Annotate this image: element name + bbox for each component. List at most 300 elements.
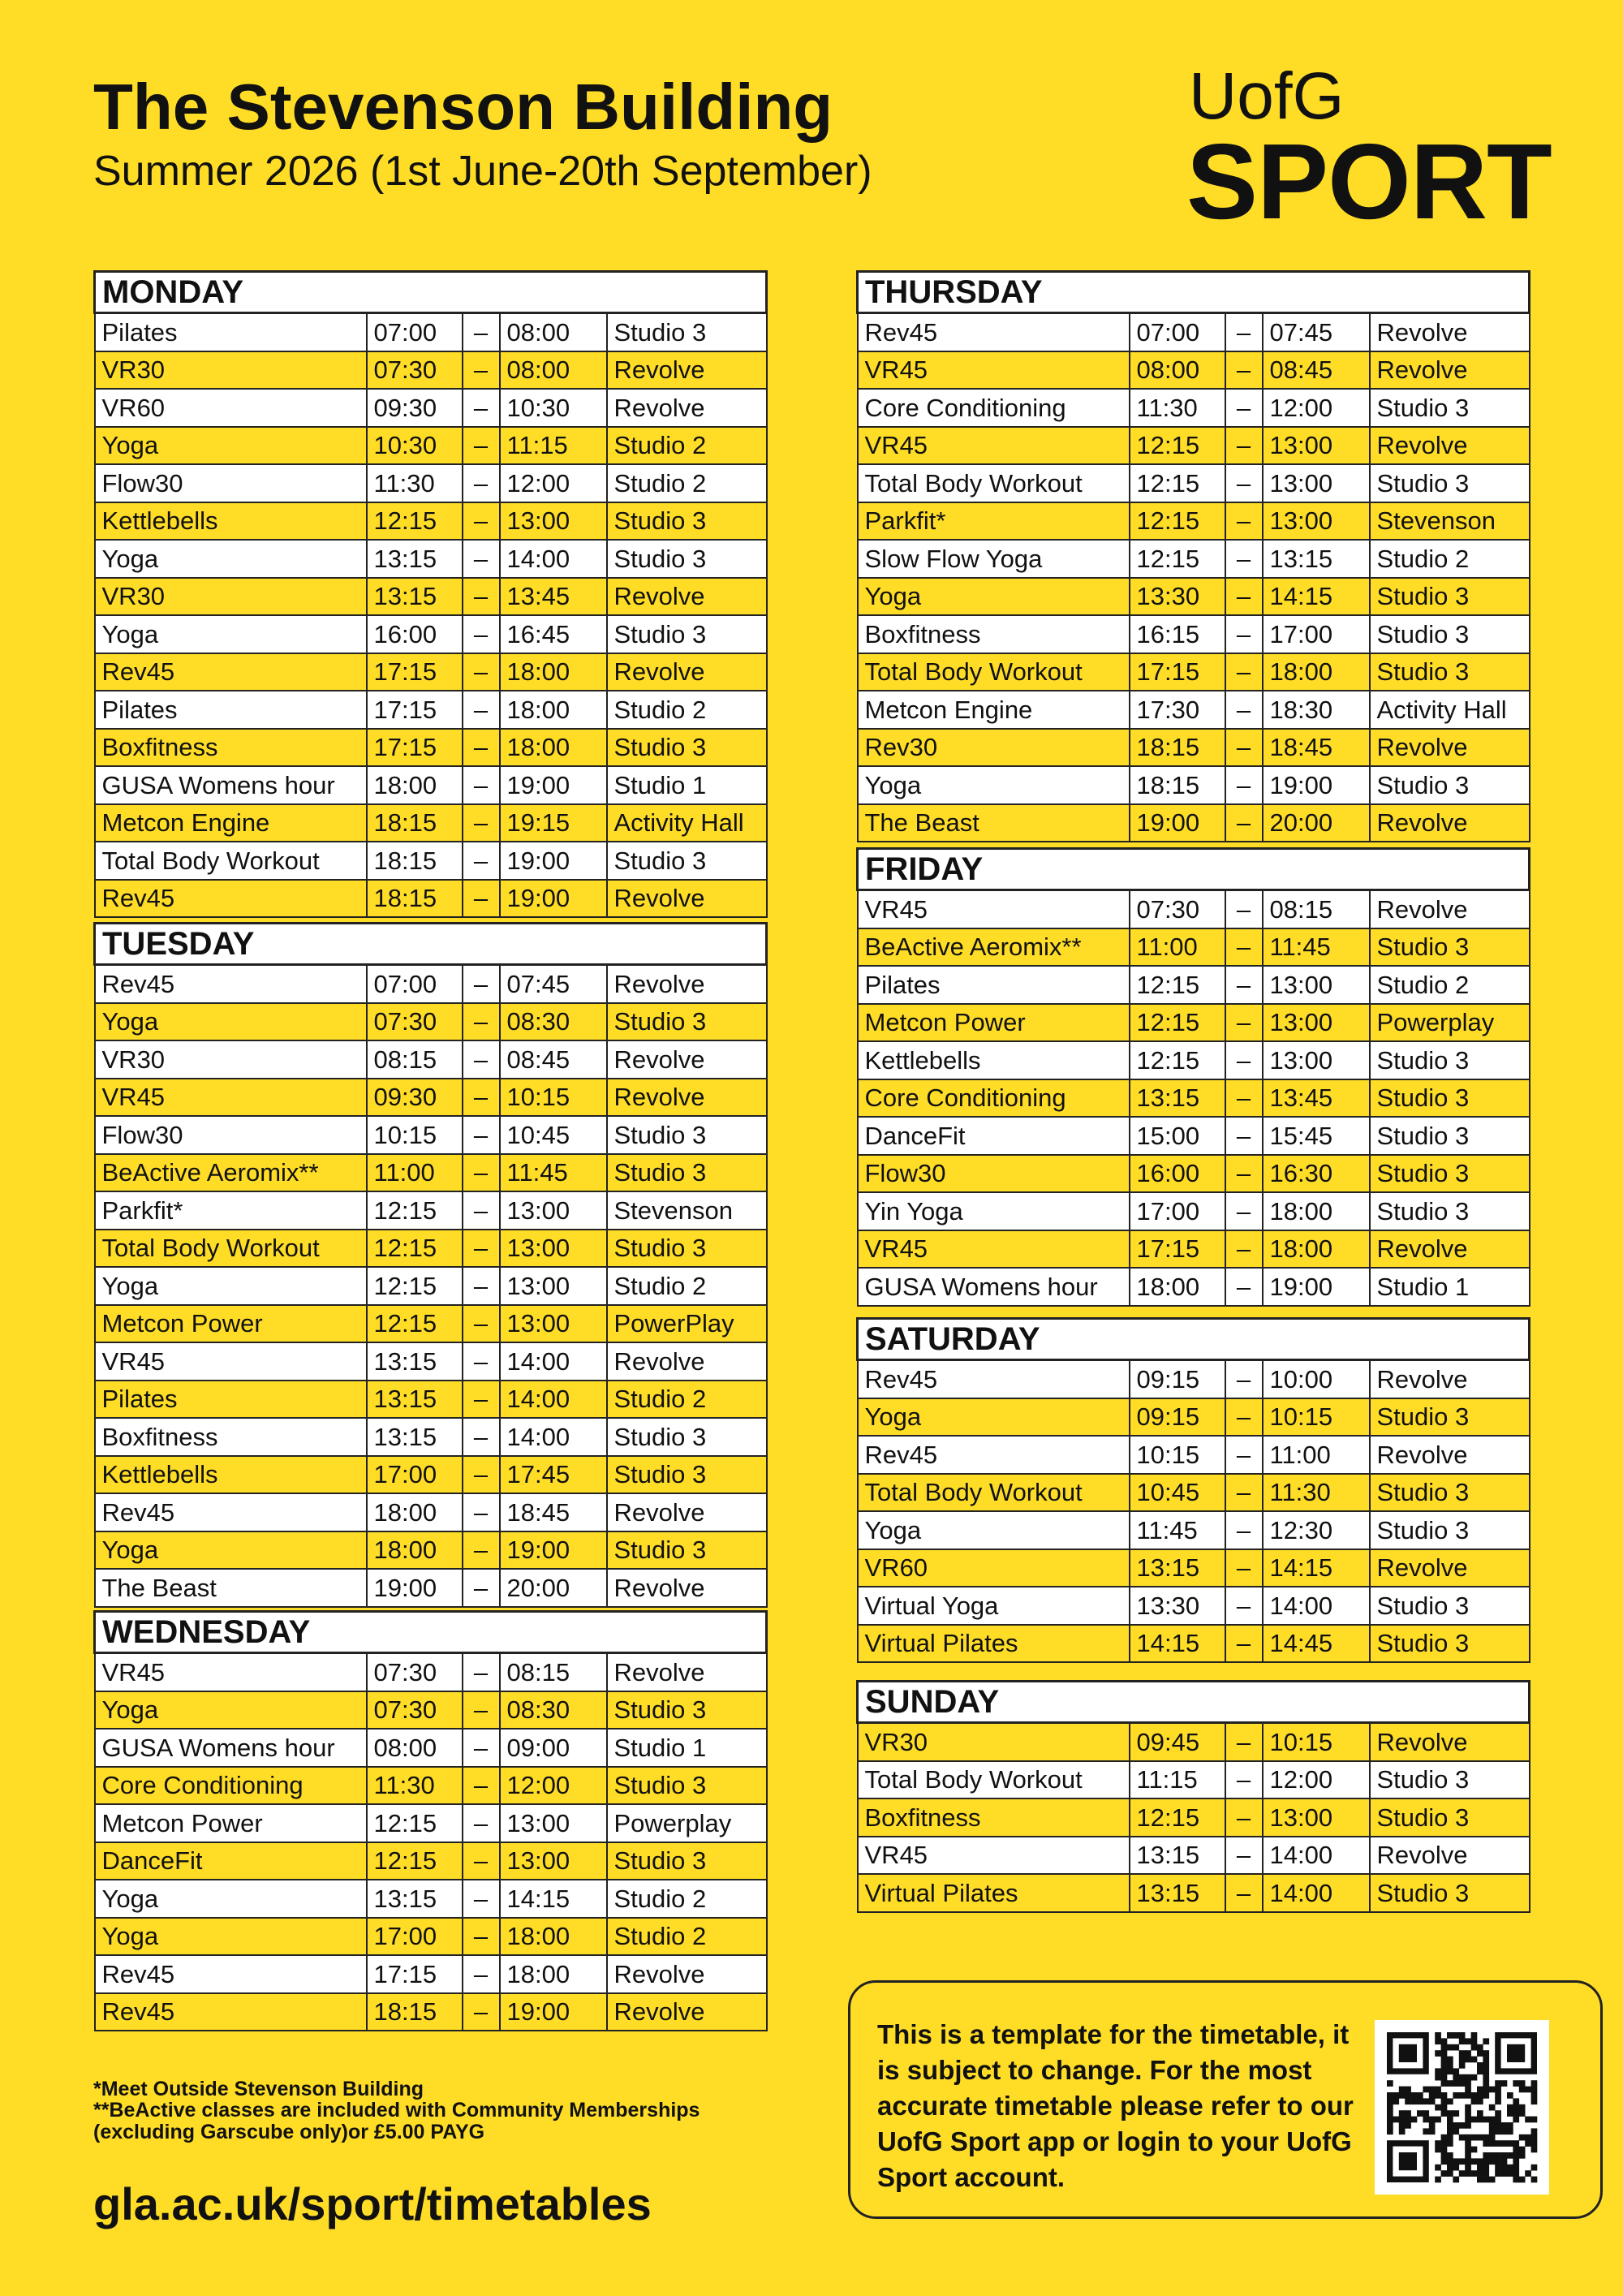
table-row [95, 1918, 767, 1956]
end-time: 14:15 [1263, 578, 1370, 616]
location: Revolve [607, 880, 767, 918]
location: Studio 1 [607, 766, 767, 804]
dash: – [463, 1918, 500, 1956]
class-name: GUSA Womens hour [95, 1729, 367, 1767]
class-name: Flow30 [95, 1116, 367, 1154]
class-name: DanceFit [858, 1117, 1130, 1155]
start-time: 11:00 [367, 1154, 463, 1192]
start-time: 17:00 [367, 1456, 463, 1494]
class-name: BeActive Aeromix** [858, 928, 1130, 967]
location: Studio 3 [607, 1767, 767, 1805]
dash: – [463, 1955, 500, 1993]
location: Revolve [607, 1569, 767, 1607]
footnotes [93, 2078, 700, 2143]
start-time: 14:15 [1130, 1625, 1225, 1663]
end-time: 19:00 [500, 766, 607, 804]
location: Studio 3 [607, 1154, 767, 1192]
dash: – [1225, 1837, 1263, 1875]
end-time: 14:15 [1263, 1549, 1370, 1587]
dash: – [463, 1804, 500, 1842]
start-time: 16:15 [1130, 615, 1225, 653]
class-name: Rev45 [95, 1993, 367, 2031]
start-time: 08:15 [367, 1040, 463, 1079]
start-time: 17:15 [1130, 653, 1225, 691]
dash: – [1225, 1625, 1263, 1663]
start-time: 17:15 [367, 653, 463, 691]
location: Studio 1 [1370, 1268, 1530, 1306]
location: Studio 3 [607, 1116, 767, 1154]
location: Revolve [1370, 1723, 1530, 1761]
dash: – [463, 1842, 500, 1880]
table-row [95, 880, 767, 918]
location: Revolve [1370, 890, 1530, 928]
table-row [95, 1079, 767, 1117]
dash: – [463, 351, 500, 390]
table-row [95, 1729, 767, 1767]
class-name: Yoga [858, 766, 1130, 804]
end-time: 08:45 [500, 1040, 607, 1079]
location: Studio 3 [607, 842, 767, 880]
location: Revolve [607, 653, 767, 691]
class-name: GUSA Womens hour [95, 766, 367, 804]
dash: – [1225, 1874, 1263, 1912]
footnote-beactive: **BeActive classes are included with Community Memberships [93, 2099, 700, 2122]
dash: – [1225, 691, 1263, 729]
end-time: 18:00 [1263, 653, 1370, 691]
class-name: VR45 [858, 1230, 1130, 1269]
dash: – [1225, 966, 1263, 1004]
dash: – [463, 389, 500, 427]
end-time: 19:00 [500, 880, 607, 918]
end-time: 08:00 [500, 313, 607, 351]
class-name: Flow30 [858, 1155, 1130, 1193]
day-header-saturday: SATURDAY [858, 1319, 1530, 1360]
timetables-url[interactable]: gla.ac.uk/sport/timetables [93, 2178, 652, 2229]
end-time: 18:00 [500, 653, 607, 691]
dash: – [1225, 1587, 1263, 1625]
end-time: 17:00 [1263, 615, 1370, 653]
class-name: Total Body Workout [95, 842, 367, 880]
dash: – [1225, 615, 1263, 653]
dash: – [1225, 502, 1263, 541]
table-row [858, 1436, 1530, 1474]
end-time: 11:45 [1263, 928, 1370, 967]
start-time: 08:00 [1130, 351, 1225, 390]
table-row [858, 890, 1530, 928]
table-row [95, 615, 767, 653]
class-name: Rev45 [858, 1360, 1130, 1398]
end-time: 13:00 [500, 502, 607, 541]
table-row [95, 1456, 767, 1494]
dash: – [1225, 1079, 1263, 1118]
table-row [95, 1880, 767, 1918]
class-name: Slow Flow Yoga [858, 540, 1130, 578]
class-name: Core Conditioning [858, 389, 1130, 427]
class-name: Rev45 [95, 880, 367, 918]
class-name: Total Body Workout [858, 1474, 1130, 1512]
table-row [858, 540, 1530, 578]
dash: – [1225, 729, 1263, 767]
start-time: 13:15 [1130, 1549, 1225, 1587]
start-time: 07:30 [367, 1691, 463, 1730]
start-time: 17:00 [367, 1918, 463, 1956]
dash: – [1225, 804, 1263, 842]
dash: – [1225, 313, 1263, 351]
start-time: 10:30 [367, 427, 463, 465]
class-name: GUSA Womens hour [858, 1268, 1130, 1306]
end-time: 18:00 [1263, 1230, 1370, 1269]
dash: – [1225, 1004, 1263, 1042]
dash: – [463, 1418, 500, 1456]
start-time: 07:30 [367, 351, 463, 390]
friday-table [856, 847, 1530, 1307]
table-row [95, 653, 767, 691]
table-row [858, 966, 1530, 1004]
day-header-tuesday: TUESDAY [95, 924, 767, 965]
start-time: 11:00 [1130, 928, 1225, 967]
start-time: 10:15 [367, 1116, 463, 1154]
location: Revolve [607, 1993, 767, 2031]
thursday-table [856, 270, 1530, 842]
end-time: 13:45 [500, 578, 607, 616]
start-time: 09:45 [1130, 1723, 1225, 1761]
class-name: VR30 [95, 578, 367, 616]
day-header-sunday: SUNDAY [858, 1682, 1530, 1723]
end-time: 18:45 [500, 1493, 607, 1531]
page-title: The Stevenson Building [93, 71, 833, 143]
location: Studio 2 [607, 1381, 767, 1419]
start-time: 17:15 [367, 729, 463, 767]
dash: – [463, 464, 500, 502]
start-time: 18:00 [367, 1531, 463, 1570]
table-row [95, 1955, 767, 1993]
table-row [858, 1587, 1530, 1625]
end-time: 15:45 [1263, 1117, 1370, 1155]
dash: – [463, 1653, 500, 1691]
table-row [95, 1003, 767, 1041]
table-row [858, 615, 1530, 653]
class-name: Flow30 [95, 464, 367, 502]
table-row [95, 464, 767, 502]
class-name: Pilates [95, 1381, 367, 1419]
dash: – [1225, 1041, 1263, 1079]
location: Revolve [607, 389, 767, 427]
start-time: 18:00 [1130, 1268, 1225, 1306]
end-time: 18:00 [500, 691, 607, 729]
class-name: VR45 [95, 1342, 367, 1381]
end-time: 10:30 [500, 389, 607, 427]
dash: – [463, 502, 500, 541]
dash: – [463, 1729, 500, 1767]
class-name: VR45 [858, 351, 1130, 390]
class-name: VR30 [858, 1723, 1130, 1761]
end-time: 12:00 [1263, 389, 1370, 427]
table-row [95, 1267, 767, 1305]
table-row [95, 1842, 767, 1880]
start-time: 09:30 [367, 389, 463, 427]
table-row [95, 313, 767, 351]
location: Studio 2 [607, 691, 767, 729]
table-row [95, 965, 767, 1003]
disclaimer-box [848, 1980, 1603, 2219]
start-time: 13:15 [367, 1418, 463, 1456]
location: Studio 3 [1370, 464, 1530, 502]
table-row [95, 1342, 767, 1381]
end-time: 08:15 [500, 1653, 607, 1691]
location: Studio 3 [1370, 1192, 1530, 1230]
table-row [858, 653, 1530, 691]
table-row [858, 804, 1530, 842]
class-name: Rev30 [858, 729, 1130, 767]
class-name: Yoga [95, 1531, 367, 1570]
start-time: 12:15 [1130, 540, 1225, 578]
dash: – [1225, 1798, 1263, 1837]
table-row [95, 842, 767, 880]
table-row [95, 804, 767, 842]
location: Revolve [1370, 1230, 1530, 1269]
end-time: 13:00 [500, 1842, 607, 1880]
dash: – [463, 653, 500, 691]
start-time: 12:15 [1130, 464, 1225, 502]
class-name: Yoga [858, 578, 1130, 616]
dash: – [463, 965, 500, 1003]
end-time: 19:00 [500, 842, 607, 880]
start-time: 13:15 [367, 540, 463, 578]
table-row [858, 313, 1530, 351]
start-time: 12:15 [1130, 966, 1225, 1004]
day-header-thursday: THURSDAY [858, 272, 1530, 313]
table-row [95, 578, 767, 616]
end-time: 13:00 [1263, 427, 1370, 465]
end-time: 18:00 [500, 1955, 607, 1993]
table-row [858, 389, 1530, 427]
end-time: 13:00 [1263, 1004, 1370, 1042]
table-row [858, 1723, 1530, 1761]
location: Studio 3 [607, 1531, 767, 1570]
location: Revolve [1370, 1549, 1530, 1587]
end-time: 08:45 [1263, 351, 1370, 390]
dash: – [1225, 766, 1263, 804]
day-header-friday: FRIDAY [858, 849, 1530, 890]
end-time: 08:30 [500, 1003, 607, 1041]
class-name: Parkfit* [858, 502, 1130, 541]
dash: – [1225, 1192, 1263, 1230]
class-name: Rev45 [95, 1493, 367, 1531]
end-time: 18:30 [1263, 691, 1370, 729]
dash: – [463, 842, 500, 880]
start-time: 17:15 [367, 691, 463, 729]
class-name: Boxfitness [95, 729, 367, 767]
start-time: 13:15 [1130, 1874, 1225, 1912]
table-row [858, 1360, 1530, 1398]
table-row [95, 389, 767, 427]
class-name: Pilates [858, 966, 1130, 1004]
class-name: The Beast [858, 804, 1130, 842]
table-row [95, 1767, 767, 1805]
end-time: 12:30 [1263, 1511, 1370, 1549]
table-row [95, 1191, 767, 1230]
start-time: 07:00 [367, 313, 463, 351]
table-row [95, 1531, 767, 1570]
class-name: Core Conditioning [95, 1767, 367, 1805]
end-time: 09:00 [500, 1729, 607, 1767]
table-row [858, 1837, 1530, 1875]
end-time: 13:00 [1263, 1798, 1370, 1837]
end-time: 13:00 [1263, 966, 1370, 1004]
class-name: Yoga [95, 1267, 367, 1305]
start-time: 10:45 [1130, 1474, 1225, 1512]
dash: – [463, 1493, 500, 1531]
class-name: Virtual Yoga [858, 1587, 1130, 1625]
class-name: Yoga [95, 1880, 367, 1918]
start-time: 07:30 [1130, 890, 1225, 928]
table-row [858, 1079, 1530, 1118]
end-time: 13:15 [1263, 540, 1370, 578]
end-time: 17:45 [500, 1456, 607, 1494]
class-name: Yoga [858, 1398, 1130, 1437]
wednesday-table [93, 1610, 768, 2031]
dash: – [1225, 1117, 1263, 1155]
table-row [858, 1549, 1530, 1587]
table-row [858, 1268, 1530, 1306]
start-time: 17:15 [1130, 1230, 1225, 1269]
class-name: VR45 [858, 890, 1130, 928]
class-name: Pilates [95, 313, 367, 351]
location: Studio 3 [1370, 1474, 1530, 1512]
dash: – [1225, 389, 1263, 427]
start-time: 16:00 [1130, 1155, 1225, 1193]
start-time: 19:00 [1130, 804, 1225, 842]
dash: – [1225, 653, 1263, 691]
end-time: 12:00 [1263, 1761, 1370, 1799]
dash: – [463, 1079, 500, 1117]
class-name: Yoga [95, 427, 367, 465]
end-time: 14:00 [1263, 1587, 1370, 1625]
end-time: 08:00 [500, 351, 607, 390]
location: Stevenson [607, 1191, 767, 1230]
end-time: 18:00 [500, 1918, 607, 1956]
location: Revolve [1370, 1360, 1530, 1398]
table-row [95, 1569, 767, 1607]
end-time: 19:15 [500, 804, 607, 842]
end-time: 18:45 [1263, 729, 1370, 767]
start-time: 12:15 [1130, 502, 1225, 541]
dash: – [1225, 1398, 1263, 1437]
disclaimer-text: This is a template for the timetable, it is subject to change. For the most accurate timetable please refer to our UofG Sport app or login to your UofG Sport account. [877, 2019, 1354, 2192]
class-name: Total Body Workout [858, 464, 1130, 502]
end-time: 16:45 [500, 615, 607, 653]
start-time: 19:00 [367, 1569, 463, 1607]
end-time: 07:45 [1263, 313, 1370, 351]
table-row [95, 1381, 767, 1419]
dash: – [1225, 1761, 1263, 1799]
class-name: Boxfitness [95, 1418, 367, 1456]
table-row [95, 1154, 767, 1192]
dash: – [463, 1154, 500, 1192]
end-time: 10:00 [1263, 1360, 1370, 1398]
dash: – [463, 766, 500, 804]
class-name: VR45 [95, 1653, 367, 1691]
class-name: VR30 [95, 1040, 367, 1079]
location: Studio 2 [607, 1880, 767, 1918]
end-time: 13:00 [1263, 464, 1370, 502]
table-row [95, 1230, 767, 1268]
dash: – [463, 540, 500, 578]
location: Studio 3 [607, 1456, 767, 1494]
end-time: 11:45 [500, 1154, 607, 1192]
end-time: 11:00 [1263, 1436, 1370, 1474]
dash: – [1225, 1474, 1263, 1512]
table-row [858, 1761, 1530, 1799]
start-time: 17:30 [1130, 691, 1225, 729]
location: Studio 3 [1370, 578, 1530, 616]
class-name: Metcon Power [858, 1004, 1130, 1042]
location: Studio 3 [1370, 1041, 1530, 1079]
start-time: 18:15 [367, 804, 463, 842]
table-row [95, 1418, 767, 1456]
location: Revolve [1370, 804, 1530, 842]
start-time: 12:15 [1130, 1004, 1225, 1042]
location: Studio 3 [1370, 766, 1530, 804]
end-time: 11:15 [500, 427, 607, 465]
location: Studio 3 [1370, 1155, 1530, 1193]
end-time: 10:15 [500, 1079, 607, 1117]
location: Studio 3 [1370, 1761, 1530, 1799]
dash: – [1225, 1360, 1263, 1398]
start-time: 10:15 [1130, 1436, 1225, 1474]
class-name: Yin Yoga [858, 1192, 1130, 1230]
table-row [858, 1625, 1530, 1663]
location: Revolve [1370, 313, 1530, 351]
table-row [858, 1474, 1530, 1512]
table-row [858, 1117, 1530, 1155]
start-time: 18:15 [367, 842, 463, 880]
logo-uofg: UofG [1189, 59, 1345, 133]
class-name: Rev45 [95, 653, 367, 691]
end-time: 14:00 [500, 540, 607, 578]
qr-code-icon[interactable] [1375, 2020, 1549, 2195]
table-row [858, 1874, 1530, 1912]
class-name: Yoga [95, 1918, 367, 1956]
day-header-wednesday: WEDNESDAY [95, 1612, 767, 1653]
table-row [95, 691, 767, 729]
location: Studio 3 [607, 1418, 767, 1456]
end-time: 14:15 [500, 1880, 607, 1918]
dash: – [463, 1531, 500, 1570]
start-time: 09:15 [1130, 1360, 1225, 1398]
footnote-beactive-cont: (excluding Garscube only)or £5.00 PAYG [93, 2120, 485, 2143]
end-time: 18:00 [1263, 1192, 1370, 1230]
table-row [858, 1511, 1530, 1549]
dash: – [463, 578, 500, 616]
class-name: Metcon Power [95, 1804, 367, 1842]
dash: – [463, 1880, 500, 1918]
dash: – [463, 804, 500, 842]
class-name: Total Body Workout [95, 1230, 367, 1268]
location: Studio 3 [1370, 1079, 1530, 1118]
class-name: Total Body Workout [858, 1761, 1130, 1799]
start-time: 18:15 [1130, 766, 1225, 804]
class-name: VR60 [95, 389, 367, 427]
location: Revolve [607, 965, 767, 1003]
location: Studio 3 [607, 313, 767, 351]
dash: – [463, 1040, 500, 1079]
start-time: 13:15 [1130, 1837, 1225, 1875]
table-row [95, 502, 767, 541]
start-time: 07:00 [367, 965, 463, 1003]
location: Activity Hall [1370, 691, 1530, 729]
end-time: 13:00 [1263, 502, 1370, 541]
